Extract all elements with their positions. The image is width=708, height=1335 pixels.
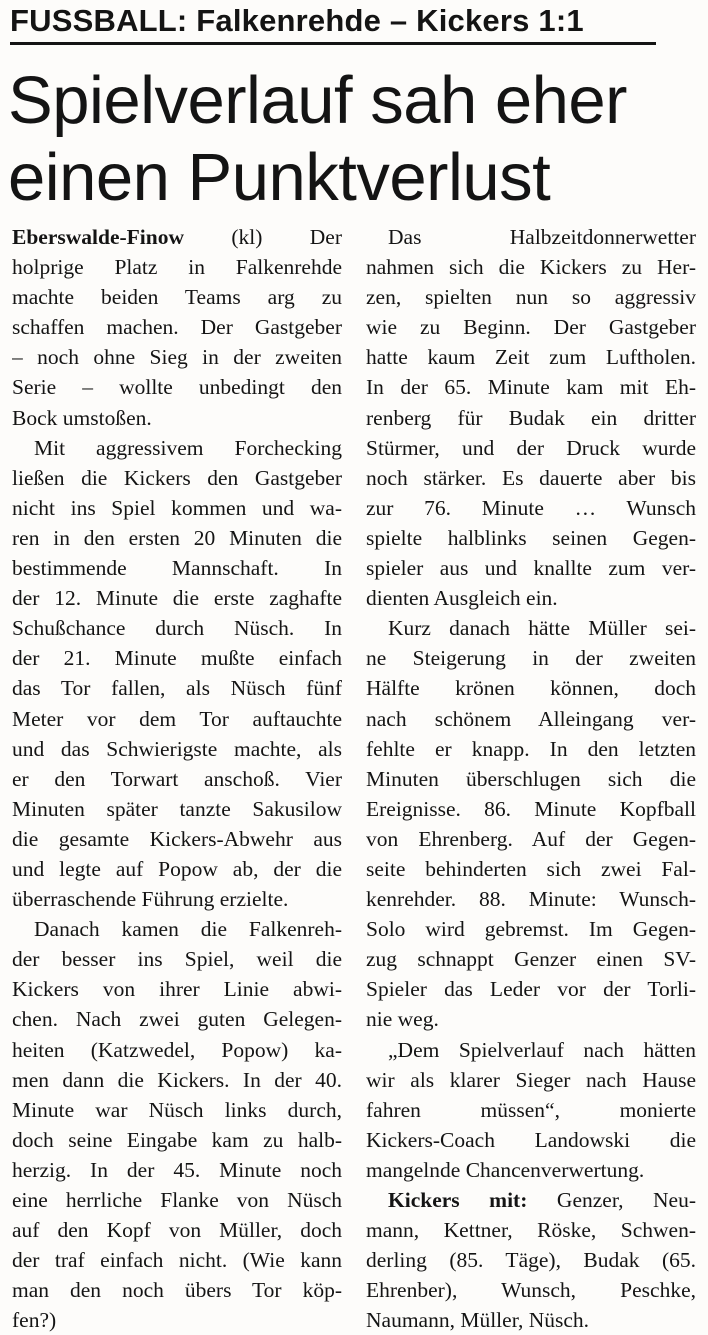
text-line: – noch ohne Sieg in der zweiten — [12, 345, 342, 370]
text-line: fahren müssen“, monierte — [366, 1097, 696, 1122]
text-line: holprige Platz in Falkenrehde — [12, 255, 342, 280]
text-line: spielte halblinks seinen Gegen- — [366, 525, 696, 550]
text-line: Bock umstoßen. — [12, 405, 152, 430]
text-line: noch stärker. Es dauerte aber bis — [366, 465, 696, 490]
text-line: Mit aggressivem Forchecking — [34, 435, 342, 460]
text-line: zur 76. Minute … Wunsch — [366, 495, 696, 520]
text-line: herzig. In der 45. Minute noch — [12, 1157, 342, 1182]
text-line: Kurz danach hätte Müller sei- — [388, 616, 696, 641]
text-line: Hälfte krönen können, doch — [366, 676, 696, 701]
text-line: hatte kaum Zeit zum Luftholen. — [366, 345, 696, 370]
article-headline — [8, 62, 698, 216]
text-line: men dann die Kickers. In der 40. — [12, 1067, 342, 1092]
text-line: spieler aus und knallte zum ver- — [366, 556, 696, 581]
text-line: Ehrenber), Wunsch, Peschke, — [366, 1278, 696, 1303]
text-line: nahmen sich die Kickers zu Her- — [366, 255, 696, 280]
text-line: Schußchance durch Nüsch. In — [12, 616, 342, 641]
left-column — [12, 222, 342, 1335]
text-line: fehlte er knapp. In den letzten — [366, 736, 696, 761]
text-line: Danach kamen die Falkenreh- — [34, 917, 342, 942]
text-line: Eberswalde-Finow (kl) Der — [12, 225, 342, 249]
headline-line: einen Punktverlust — [8, 140, 551, 215]
text-line: fen?) — [12, 1308, 57, 1333]
text-line: mangelnde Chancenverwertung. — [366, 1157, 645, 1182]
text-line: chen. Nach zwei guten Gelegen- — [12, 1007, 342, 1032]
bold-lead: Eberswalde-Finow — [12, 225, 184, 249]
text-line: auf den Kopf von Müller, doch — [12, 1218, 342, 1243]
text-line: Serie – wollte unbedingt den — [12, 375, 342, 400]
text-line: man den noch übers Tor köp- — [12, 1278, 342, 1303]
text-line: Spieler das Leder vor der Torli- — [366, 977, 696, 1002]
text-line: „Dem Spielverlauf nach hätten — [388, 1037, 696, 1062]
text-line: derling (85. Täge), Budak (65. — [366, 1248, 696, 1273]
text-line: kenrehder. 88. Minute: Wunsch- — [366, 887, 696, 912]
text-line: und das Schwierigste machte, als — [12, 736, 342, 761]
text-line: wie zu Beginn. Der Gastgeber — [366, 315, 696, 340]
text-line: nach schönem Alleingang ver- — [366, 706, 696, 731]
text-line: Minuten überschlugen sich die — [366, 766, 696, 791]
text-line: das Tor fallen, als Nüsch fünf — [12, 676, 342, 701]
text-line: ließen die Kickers den Gastgeber — [12, 465, 342, 490]
text-line: der traf einfach nicht. (Wie kann — [12, 1248, 342, 1273]
text-line: wir als klarer Sieger nach Hause — [366, 1067, 696, 1092]
text-line: Naumann, Müller, Nüsch. — [366, 1308, 590, 1333]
text-line: der 12. Minute die erste zaghafte — [12, 586, 342, 611]
text-line: heiten (Katzwedel, Popow) ka- — [12, 1037, 342, 1062]
text-line: Kickers-Coach Landowski die — [366, 1127, 696, 1152]
text-line: schaffen machen. Der Gastgeber — [12, 315, 342, 340]
text-line: zug schnappt Genzer einen SV- — [366, 947, 696, 972]
text-line: machte beiden Teams arg zu — [12, 285, 342, 310]
text-line: nie weg. — [366, 1007, 439, 1032]
headline-line: Spielverlauf sah eher — [8, 63, 627, 138]
text-line: Stürmer, und der Druck wurde — [366, 435, 696, 460]
text-line: In der 65. Minute kam mit Eh- — [366, 375, 696, 400]
text-line: zen, spielten nun so aggressiv — [366, 285, 696, 310]
text-line: Minuten später tanzte Sakusilow — [12, 796, 342, 821]
text-line: ne Steigerung in der zweiten — [366, 646, 696, 671]
text-line: bestimmende Mannschaft. In — [12, 556, 342, 581]
text-line: nicht ins Spiel kommen und wa- — [12, 495, 342, 520]
article-kicker: FUSSBALL: Falkenrehde – Kickers 1:1 — [10, 3, 584, 38]
text-line: Das Halbzeitdonnerwetter — [388, 225, 696, 249]
text-line: er den Torwart anschoß. Vier — [12, 766, 342, 791]
text-line: von Ehrenberg. Auf der Gegen- — [366, 826, 696, 851]
text-line: seite behinderten sich zwei Fal- — [366, 856, 696, 881]
right-column — [366, 222, 696, 1335]
text-line: ren in den ersten 20 Minuten die — [12, 525, 342, 550]
text-line: Kickers von ihrer Linie abwi- — [12, 977, 342, 1002]
text-line: Meter vor dem Tor auftauchte — [12, 706, 342, 731]
text-line: Solo wird gebremst. Im Gegen- — [366, 917, 696, 942]
text-line: und legte auf Popow ab, der die — [12, 856, 342, 881]
text-line: überraschende Führung erzielte. — [12, 887, 289, 912]
text-line: renberg für Budak ein dritter — [366, 405, 696, 430]
text-line: doch seine Eingabe kam zu halb- — [12, 1127, 342, 1152]
text-line: eine herrliche Flanke von Nüsch — [12, 1188, 342, 1212]
text-line: der 21. Minute mußte einfach — [12, 646, 342, 671]
text-line: Ereignisse. 86. Minute Kopfball — [366, 796, 696, 821]
kicker-rule — [10, 42, 656, 45]
text-line: dienten Ausgleich ein. — [366, 586, 558, 611]
text-line: Kickers mit: Genzer, Neu- — [388, 1188, 696, 1212]
text-line: mann, Kettner, Röske, Schwen- — [366, 1218, 696, 1243]
text-line: Minute war Nüsch links durch, — [12, 1097, 342, 1122]
text-line: der besser ins Spiel, weil die — [12, 947, 342, 972]
bold-lead: Kickers mit: — [388, 1188, 528, 1212]
text-line: die gesamte Kickers-Abwehr aus — [12, 826, 342, 851]
